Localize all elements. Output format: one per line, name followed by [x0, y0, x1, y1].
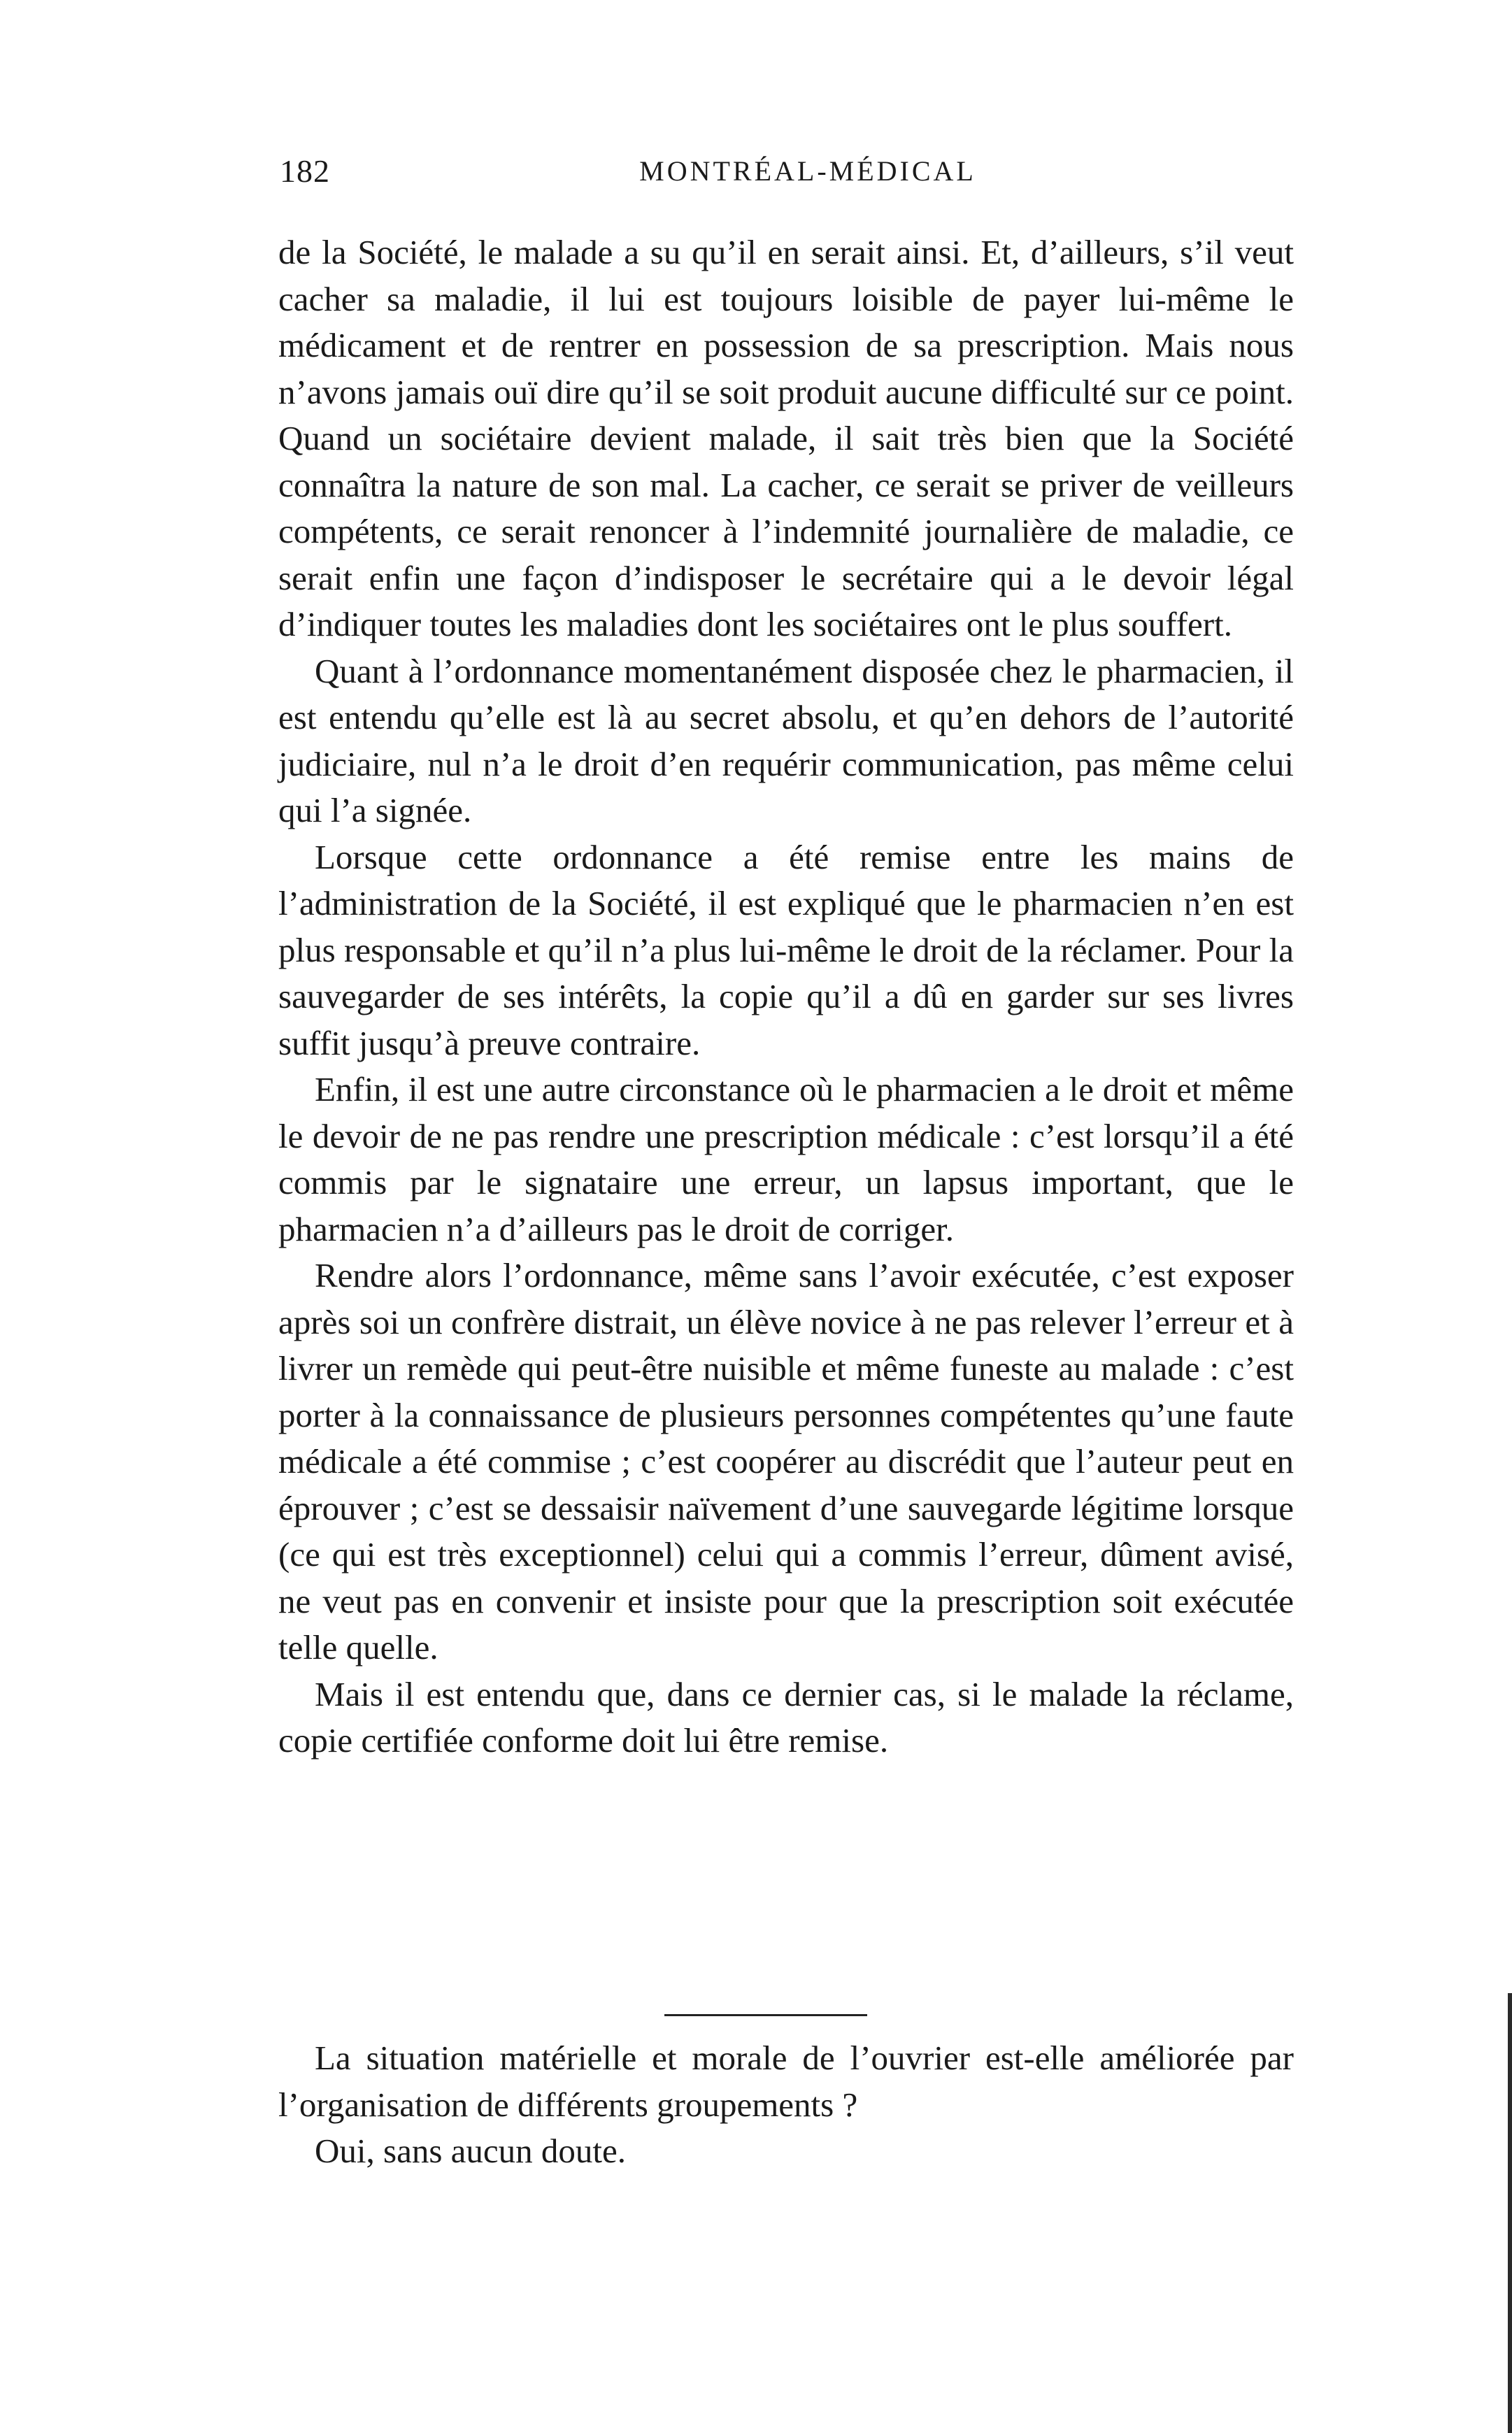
paragraph: de la Société, le malade a su qu’il en serait ainsi. Et, d’ailleurs, s’il veut cacher sa maladie, il lui est toujours loisible de payer lui-même le médicament et de rentrer en possession de sa prescription. Mais nous n’avons jamais ouï dire qu’il se soit produit aucune difficulté sur ce point. Quand un sociétaire devient malade, il sait très bien que la Société connaîtra la nature de son mal. La cacher, ce serait se priver de veilleurs compétents, ce serait renoncer à l’indemnité journalière de maladie, ce serait enfin une façon d’indisposer le secrétaire qui a le devoir légal d’indiquer toutes les maladies dont les sociétaires ont le plus souffert.	[278, 233, 1294, 643]
question-paragraph: La situation matérielle et morale de l’ouvrier est-elle améliorée par l’organisation de différents groupements ?	[278, 2039, 1294, 2124]
page-number: 182	[280, 153, 330, 189]
paragraph: Rendre alors l’ordonnance, même sans l’avoir exécutée, c’est exposer après soi un confrère distrait, un élève novice à ne pas relever l’erreur et à livrer un remède qui peut-être nuisible et même funeste au malade : c’est porter à la connaissance de plusieurs personnes compétentes qu’une faute médicale a été commise ; c’est coopérer au discrédit que l’auteur peut en éprouver ; c’est se dessaisir naïvement d’une sauvegarde légitime lorsque (ce qui est très exceptionnel) celui qui a commis l’erreur, dûment avisé, ne veut pas en convenir et insiste pour que la prescription soit exécutée telle quelle.	[278, 1256, 1294, 1667]
main-text	[278, 229, 1294, 1764]
paragraph: Lorsque cette ordonnance a été remise entre les mains de l’administration de la Société, il est expliqué que le pharmacien n’en est plus responsable et qu’il n’a plus lui-même le droit de la réclamer. Pour la sauvegarder de ses intérêts, la copie qu’il a dû en garder sur ses livres suffit jusqu’à preuve contraire.	[278, 837, 1294, 1062]
answer-paragraph: Oui, sans aucun doute.	[315, 2132, 626, 2170]
paragraph: Quant à l’ordonnance momentanément disposée chez le pharmacien, il est entendu qu’elle est là au secret absolu, et qu’en dehors de l’autorité judiciaire, nul n’a le droit d’en requérir communication, pas même celui qui l’a signée.	[278, 651, 1294, 829]
page-edge-shadow	[1508, 1993, 1512, 2433]
section-divider	[664, 2014, 867, 2016]
question-section	[278, 2035, 1294, 2175]
page-header	[280, 150, 1294, 192]
paragraph: Enfin, il est une autre circonstance où le pharmacien a le droit et même le devoir de ne pas rendre une prescription médicale : c’est lorsqu’il a été commis par le signataire une erreur, un lapsus important, que le pharmacien n’a d’ailleurs pas le droit de corriger.	[278, 1070, 1294, 1248]
paragraph: Mais il est entendu que, dans ce dernier cas, si le malade la réclame, copie certifiée conforme doit lui être remise.	[278, 1674, 1294, 1760]
running-head: MONTRÉAL-MÉDICAL	[639, 155, 976, 187]
